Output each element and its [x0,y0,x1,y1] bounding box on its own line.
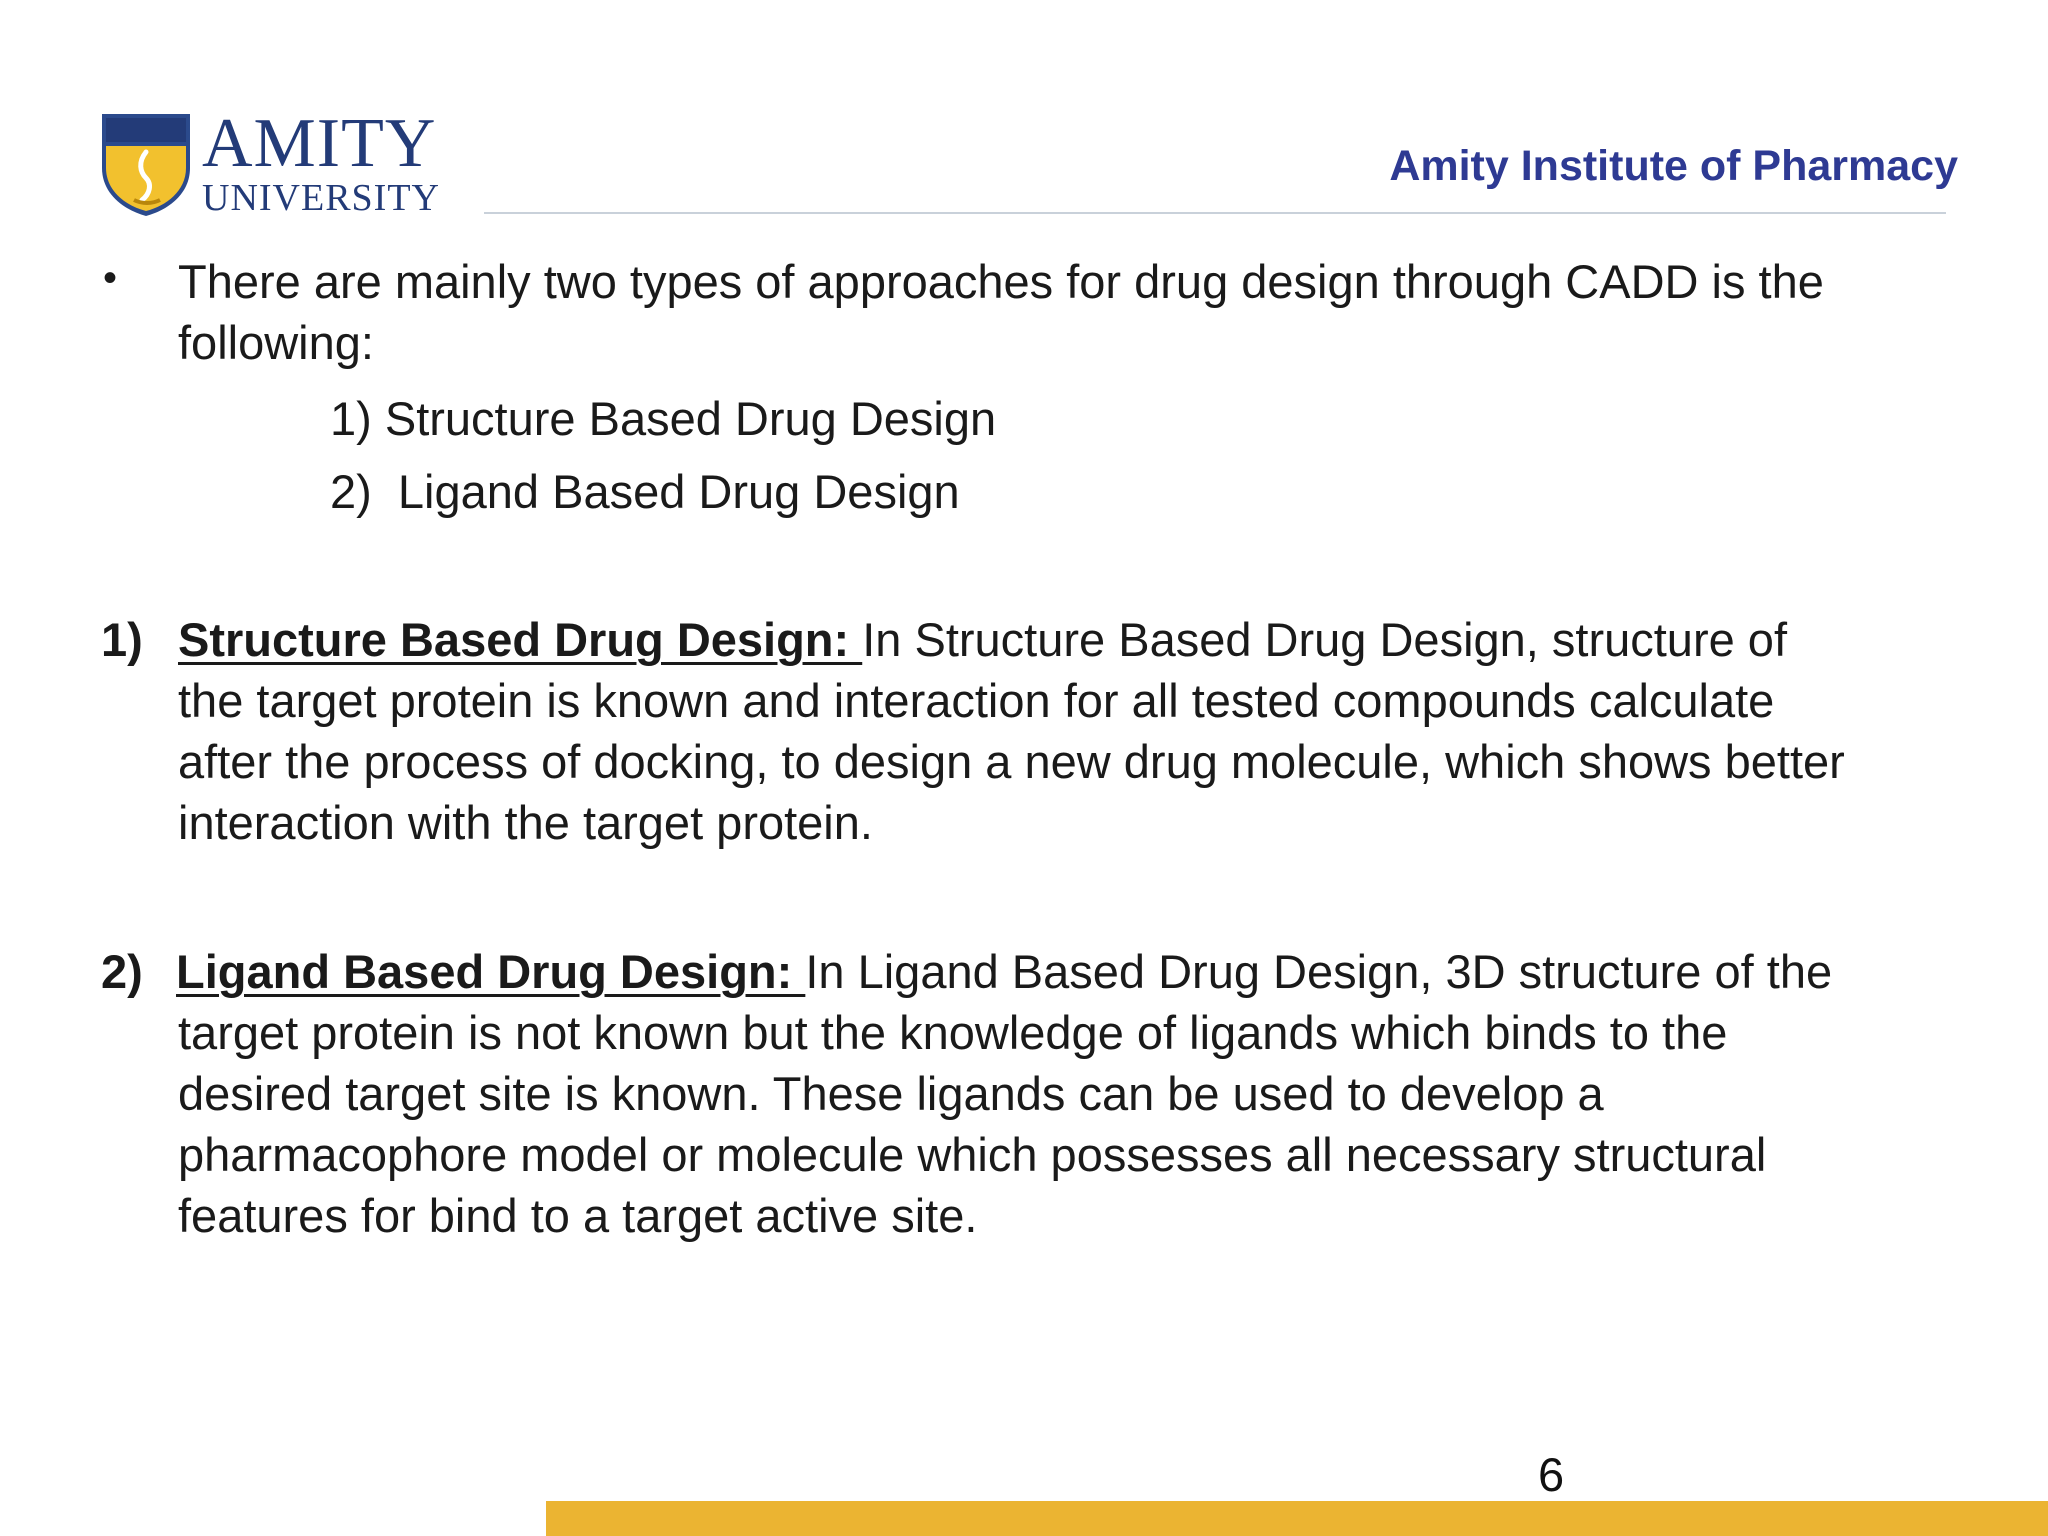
section-line: interaction with the target protein. [178,796,873,849]
section-text: In Structure Based Drug Design, structure of [862,613,1787,666]
section-line: pharmacophore model or molecule which possesses all necessary structural [178,1128,1767,1181]
bullet-point: • [103,256,118,300]
approach-item-structure: 1) Structure Based Drug Design [330,392,997,445]
logo-wordmark-amity: AMITY [202,105,437,182]
section-line: features for bind to a target active site. [178,1189,978,1242]
section-line: desired target site is known. These ligands can be used to develop a [178,1067,1604,1120]
intro-text: There are mainly two types of approaches for drug design through CADD is the following: [178,255,1824,369]
section-line [176,941,2016,1002]
section-text: In Ligand Based Drug Design, 3D structure of the [805,945,1833,998]
section-line: target protein is not known but the knowledge of ligands which binds to the [178,1006,1728,1059]
section-line [178,609,2018,670]
section-structure-based [178,609,2018,853]
section-term: Structure Based Drug Design: [178,613,863,666]
logo-wordmark-university: UNIVERSITY [202,177,440,219]
footer-accent-bar [546,1501,2048,1536]
section-term: Ligand Based Drug Design: [176,945,806,998]
amity-logo [98,106,448,224]
page-number: 6 [1538,1448,1565,1501]
section-number-1: 1) [101,613,143,666]
section-number-2: 2) [101,945,143,998]
section-ligand-based [176,941,2016,1246]
header-divider [484,212,1946,214]
section-line: after the process of docking, to design a new drug molecule, which shows better [178,735,1845,788]
section-line: the target protein is known and interaction for all tested compounds calculate [178,674,1775,727]
approach-item-ligand: 2) Ligand Based Drug Design [330,465,960,518]
institute-name: Amity Institute of Pharmacy [1389,142,1958,190]
shield-crest-icon [98,106,194,218]
